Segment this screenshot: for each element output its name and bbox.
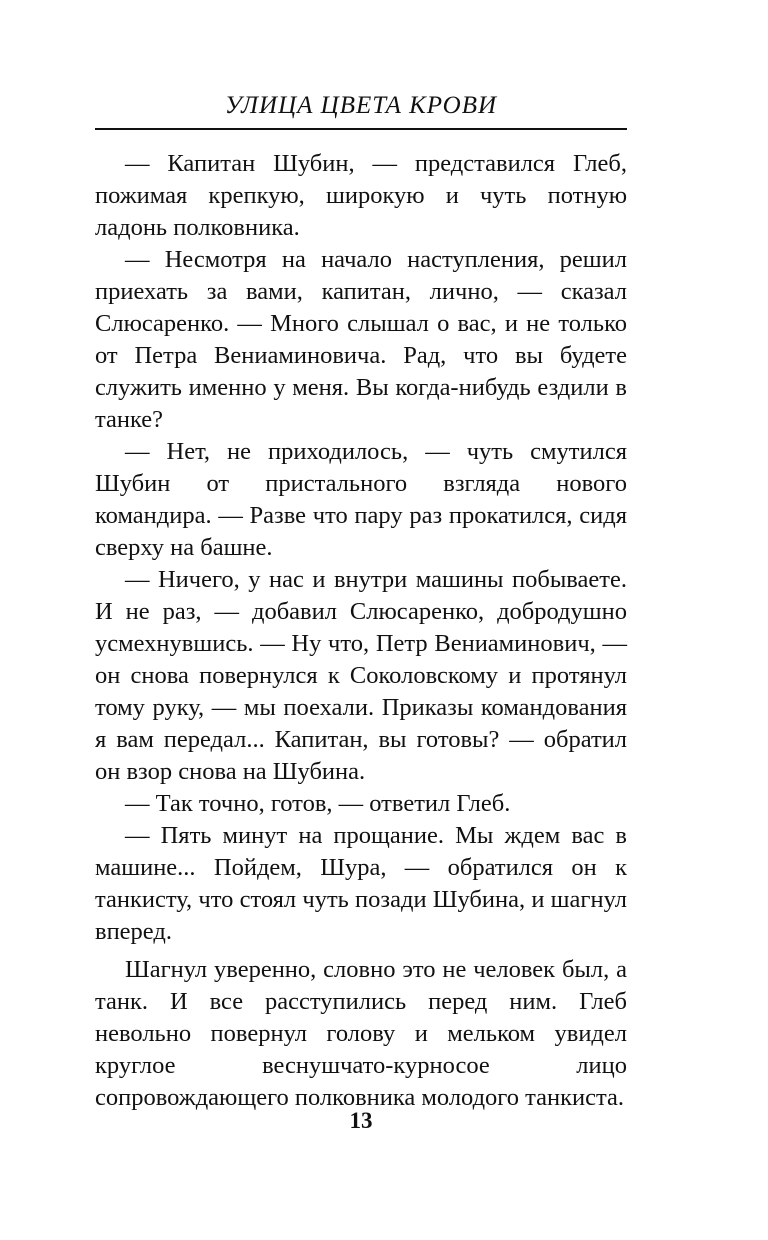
paragraph: — Несмотря на начало наступления, решил приехать за вами, капитан, лично, — сказал Слюсаренко. — Много слышал о вас, и не только от Петра Вениаминовича. Рад, что вы будете служить именно у меня. Вы когда-нибудь ездили в танке?: [95, 246, 627, 433]
paragraph: — Капитан Шубин, — представился Глеб, пожимая крепкую, широкую и чуть потную ладонь полковника.: [95, 150, 627, 241]
body-text: [95, 148, 627, 1114]
paragraph: Шагнул уверенно, словно это не человек был, а танк. И все расступились перед ним. Глеб невольно повернул голову и мельком увидел круглое веснушчато-курносое лицо сопровождающего полковника молодого танкиста.: [95, 956, 627, 1111]
page-number: 13: [349, 1108, 373, 1133]
paragraph: — Пять минут на прощание. Мы ждем вас в машине... Пойдем, Шура, — обратился он к танкисту, что стоял чуть позади Шубина, и шагнул вперед.: [95, 822, 627, 945]
paragraph: — Ничего, у нас и внутри машины побываете. И не раз, — добавил Слюсаренко, добродушно усмехнувшись. — Ну что, Петр Вениаминович, — он снова повернулся к Соколовскому и протянул тому руку, — мы поехали. Приказы командования я вам передал... Капитан, вы готовы? — обратил он взор снова на Шубина.: [95, 566, 627, 785]
paragraph: — Так точно, готов, — ответил Глеб.: [125, 790, 511, 817]
paragraph: — Нет, не приходилось, — чуть смутился Шубин от пристального взгляда нового командира. — Разве что пару раз прокатился, сидя сверху на башне.: [95, 438, 627, 561]
header-rule: [95, 128, 627, 130]
running-head: УЛИЦА ЦВЕТА КРОВИ: [224, 92, 498, 119]
